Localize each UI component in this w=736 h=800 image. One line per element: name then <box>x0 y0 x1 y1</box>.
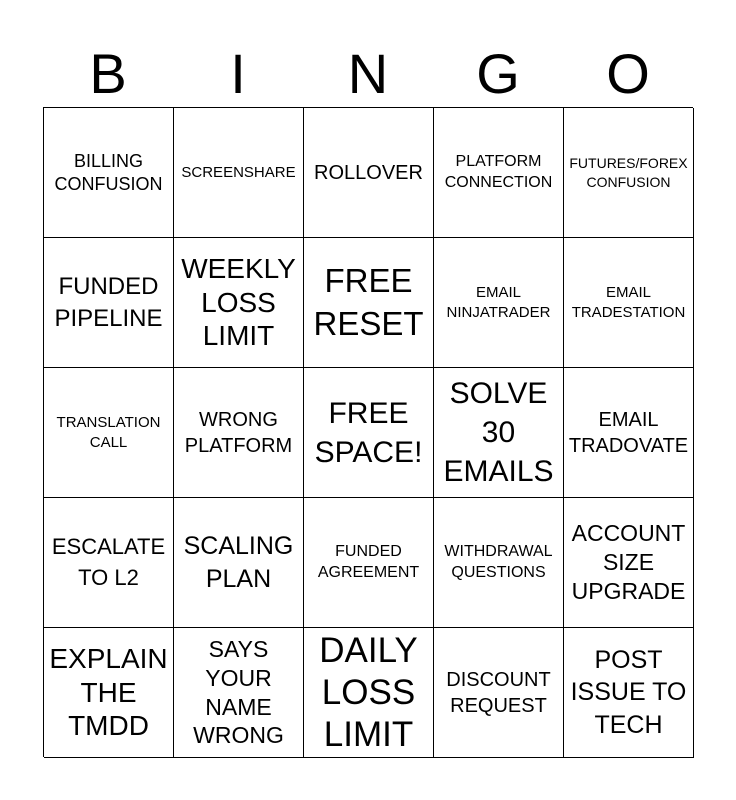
bingo-cell-r3-c2[interactable] <box>174 368 304 498</box>
cell-label: ESCALATE TO L2 <box>51 533 166 590</box>
bingo-cell-r1-c1[interactable] <box>44 108 174 238</box>
bingo-cell-r4-c1[interactable] <box>44 498 174 628</box>
header-letter-o: O <box>606 42 650 105</box>
bingo-cell-r4-c2[interactable] <box>174 498 304 628</box>
cell-label: EMAIL TRADOVATE <box>568 408 689 457</box>
cell-label: TRANSLATION CALL <box>56 414 161 451</box>
bingo-header <box>43 40 693 108</box>
cell-label: FUNDED PIPELINE <box>54 273 163 332</box>
header-letter-i: I <box>230 42 246 105</box>
cell-label: ROLLOVER <box>314 161 423 184</box>
bingo-cell-r3-c3[interactable] <box>304 368 434 498</box>
bingo-cell-r5-c4[interactable] <box>434 628 564 758</box>
cell-label: EXPLAIN THE TMDD <box>49 643 168 742</box>
bingo-cell-r2-c5[interactable] <box>564 238 694 368</box>
cell-label: WEEKLY LOSS LIMIT <box>181 253 296 352</box>
cell-label: DAILY LOSS LIMIT <box>319 630 418 754</box>
cell-label: FUTURES/FOREX CONFUSION <box>569 155 688 190</box>
cell-label: ACCOUNT SIZE UPGRADE <box>571 520 686 604</box>
cell-label: FREE SPACE! <box>314 396 423 469</box>
bingo-cell-r1-c5[interactable] <box>564 108 694 238</box>
bingo-cell-r4-c3[interactable] <box>304 498 434 628</box>
bingo-cell-r4-c4[interactable] <box>434 498 564 628</box>
bingo-cell-r2-c3[interactable] <box>304 238 434 368</box>
cell-label: EMAIL TRADESTATION <box>571 284 686 321</box>
bingo-cell-r5-c5[interactable] <box>564 628 694 758</box>
cell-label: SCALING PLAN <box>183 532 294 593</box>
bingo-cell-r2-c1[interactable] <box>44 238 174 368</box>
bingo-cell-r1-c4[interactable] <box>434 108 564 238</box>
bingo-cell-r5-c2[interactable] <box>174 628 304 758</box>
header-letter-g: G <box>476 42 520 105</box>
bingo-cell-r1-c2[interactable] <box>174 108 304 238</box>
bingo-cell-r3-c4[interactable] <box>434 368 564 498</box>
header-letter-b: B <box>89 42 127 105</box>
bingo-cell-r4-c5[interactable] <box>564 498 694 628</box>
bingo-cell-r2-c4[interactable] <box>434 238 564 368</box>
cell-label: BILLING CONFUSION <box>54 151 163 194</box>
cell-label: DISCOUNT REQUEST <box>446 668 551 717</box>
cell-label: SCREENSHARE <box>181 163 296 181</box>
cell-label: WRONG PLATFORM <box>184 408 293 457</box>
cell-label: FREE RESET <box>313 261 424 342</box>
bingo-board <box>43 107 693 757</box>
bingo-cell-r5-c3[interactable] <box>304 628 434 758</box>
header-letter-n: N <box>347 42 389 105</box>
cell-label: WITHDRAWAL QUESTIONS <box>444 542 553 581</box>
cell-label: SAYS YOUR NAME WRONG <box>193 636 284 749</box>
cell-label: FUNDED AGREEMENT <box>317 542 420 581</box>
bingo-cell-r5-c1[interactable] <box>44 628 174 758</box>
bingo-cell-r3-c1[interactable] <box>44 368 174 498</box>
cell-label: EMAIL NINJATRADER <box>446 284 551 321</box>
bingo-cell-r2-c2[interactable] <box>174 238 304 368</box>
cell-label: SOLVE 30 EMAILS <box>443 377 554 488</box>
bingo-cell-r3-c5[interactable] <box>564 368 694 498</box>
bingo-cell-r1-c3[interactable] <box>304 108 434 238</box>
cell-label: POST ISSUE TO TECH <box>570 645 687 739</box>
cell-label: PLATFORM CONNECTION <box>444 152 553 191</box>
